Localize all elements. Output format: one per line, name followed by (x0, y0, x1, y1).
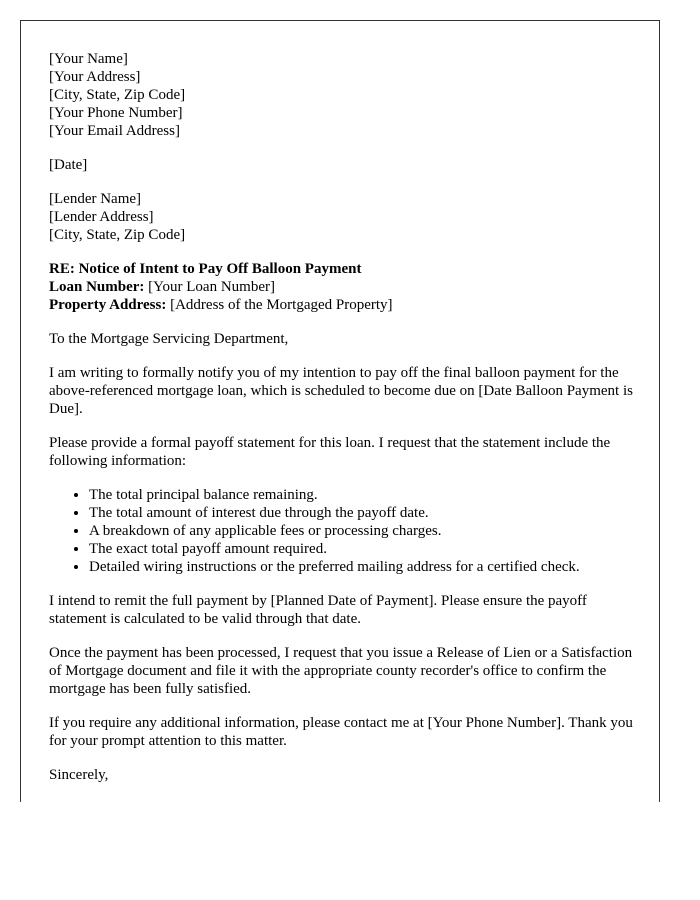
reference-block (49, 260, 639, 314)
sender-address: [Your Address] (49, 69, 141, 85)
paragraph-request: Please provide a formal payoff statement for this loan. I request that the statement include the following information: (49, 435, 611, 469)
letter-page (20, 20, 660, 802)
closing: Sincerely, (49, 767, 109, 783)
letter-body (49, 50, 639, 800)
sender-name: [Your Name] (49, 51, 128, 67)
letter-date: [Date] (49, 157, 88, 173)
loan-number-label: Loan Number: (49, 279, 145, 295)
date-block (49, 156, 639, 174)
sender-city-state-zip: [City, State, Zip Code] (49, 87, 186, 103)
paragraph-release-of-lien: Once the payment has been processed, I request that you issue a Release of Lien or a Satisfaction of Mortgage document and file it with the appropriate county recorder's office to confirm the mortgage has been fully satisfied. (49, 645, 633, 697)
loan-number-value: [Your Loan Number] (144, 279, 275, 295)
list-item: • The exact total payoff amount required. (89, 540, 639, 558)
property-address-value: [Address of the Mortgaged Property] (166, 297, 393, 313)
recipient-city-state-zip: [City, State, Zip Code] (49, 227, 186, 243)
re-line: RE: Notice of Intent to Pay Off Balloon Payment (49, 261, 362, 277)
recipient-block (49, 190, 639, 244)
payoff-info-list (49, 486, 639, 576)
recipient-name: [Lender Name] (49, 191, 142, 207)
salutation: To the Mortgage Servicing Department, (49, 331, 289, 347)
list-item: • A breakdown of any applicable fees or processing charges. (89, 522, 639, 540)
loan-number-line (49, 278, 639, 296)
sender-phone: [Your Phone Number] (49, 105, 183, 121)
paragraph-contact: If you require any additional information, please contact me at [Your Phone Number]. Thank you for your prompt attention to this matter. (49, 715, 633, 749)
list-item: • Detailed wiring instructions or the preferred mailing address for a certified check. (89, 558, 639, 576)
paragraph-intent: I am writing to formally notify you of my intention to pay off the final balloon payment for the above-referenced mortgage loan, which is scheduled to become due on [Date Balloon Payment is Due]. (49, 365, 633, 417)
sender-block (49, 50, 639, 140)
list-item: • The total principal balance remaining. (89, 486, 639, 504)
paragraph-payment-date: I intend to remit the full payment by [Planned Date of Payment]. Please ensure the payoff statement is calculated to be valid through that date. (49, 593, 587, 627)
property-address-label: Property Address: (49, 297, 167, 313)
list-item: • The total amount of interest due through the payoff date. (89, 504, 639, 522)
recipient-address: [Lender Address] (49, 209, 154, 225)
property-address-line (49, 296, 639, 314)
sender-email: [Your Email Address] (49, 123, 180, 139)
